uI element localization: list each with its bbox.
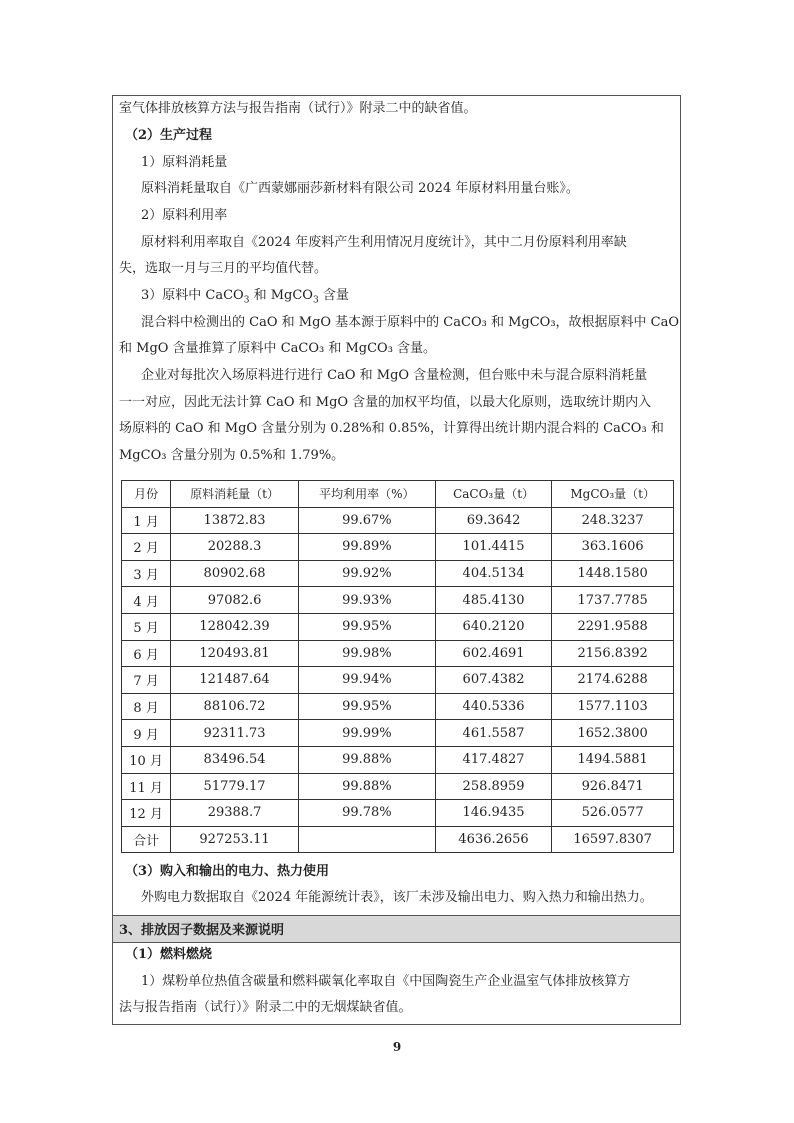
page-number: 9 <box>392 1040 402 1054</box>
raw-material-table <box>121 480 674 853</box>
text: 和 MgCO <box>249 288 313 303</box>
table-row <box>122 693 674 720</box>
table-cell: 13872.83 <box>171 507 299 534</box>
table-row <box>122 587 674 614</box>
table-cell: 51779.17 <box>171 773 299 800</box>
table-row <box>122 720 674 747</box>
table-cell: 146.9435 <box>435 800 551 827</box>
table-cell: 99.95% <box>298 693 435 720</box>
table-cell: 99.99% <box>298 720 435 747</box>
table-cell: 99.89% <box>298 534 435 561</box>
header-utilization: 平均利用率（%） <box>298 481 435 508</box>
table-cell: 99.98% <box>298 640 435 667</box>
header-consumption: 原料消耗量（t） <box>171 481 299 508</box>
text: 3）原料中 CaCO <box>141 288 244 303</box>
table-cell: 99.88% <box>298 773 435 800</box>
table-cell: 101.4415 <box>435 534 551 561</box>
table-cell: 363.1606 <box>552 534 674 561</box>
table-cell: 99.67% <box>298 507 435 534</box>
table-cell: 88106.72 <box>171 693 299 720</box>
table-cell: 248.3237 <box>552 507 674 534</box>
table-cell: 6 月 <box>122 640 171 667</box>
table-cell: 9 月 <box>122 720 171 747</box>
table-cell: 926.8471 <box>552 773 674 800</box>
table-cell: 99.93% <box>298 587 435 614</box>
paragraph: 1）煤粉单位热值含碳量和燃料碳氧化率取自《中国陶瓷生产企业温室气体排放核算方 <box>141 974 631 989</box>
section-header-emission-factors <box>113 915 680 943</box>
header-mgco3: MgCO₃量（t） <box>552 481 674 508</box>
table-cell: 99.94% <box>298 667 435 694</box>
table-cell: 合计 <box>122 826 171 853</box>
table-cell: 602.4691 <box>435 640 551 667</box>
table-cell: 83496.54 <box>171 746 299 773</box>
table-cell: 80902.68 <box>171 560 299 587</box>
table-row <box>122 560 674 587</box>
table-row <box>122 507 674 534</box>
subheading-electricity-heat: （3）购入和输出的电力、热力使用 <box>125 864 330 879</box>
paragraph: 失，选取一月与三月的平均值代替。 <box>119 261 328 276</box>
table-cell: 2 月 <box>122 534 171 561</box>
subheading-utilization-rate: 2）原料利用率 <box>141 208 228 223</box>
table-cell: 2291.9588 <box>552 613 674 640</box>
table-row <box>122 826 674 853</box>
table-cell: 99.92% <box>298 560 435 587</box>
table-row <box>122 667 674 694</box>
document-frame <box>112 95 681 1025</box>
table-row <box>122 773 674 800</box>
table-cell: 5 月 <box>122 613 171 640</box>
table-header-row <box>122 481 674 508</box>
table-cell: 1494.5881 <box>552 746 674 773</box>
paragraph: 一一对应，因此无法计算 CaO 和 MgO 含量的加权平均值，以最大化原则，选取统计期内入 <box>119 395 652 410</box>
table-cell: 7 月 <box>122 667 171 694</box>
table-cell: 1737.7785 <box>552 587 674 614</box>
table-cell: 1448.1580 <box>552 560 674 587</box>
header-caco3: CaCO₃量（t） <box>435 481 551 508</box>
table-cell: 417.4827 <box>435 746 551 773</box>
table-cell: 92311.73 <box>171 720 299 747</box>
table-cell: 461.5587 <box>435 720 551 747</box>
table-cell: 1 月 <box>122 507 171 534</box>
section-title: 3、排放因子数据及来源说明 <box>119 923 285 938</box>
subheading-raw-consumption: 1）原料消耗量 <box>141 155 228 170</box>
table-cell: 120493.81 <box>171 640 299 667</box>
table-cell: 121487.64 <box>171 667 299 694</box>
table-cell: 3 月 <box>122 560 171 587</box>
table-cell: 20288.3 <box>171 534 299 561</box>
subheading-fuel-combustion: （1）燃料燃烧 <box>125 947 213 962</box>
table-cell: 927253.11 <box>171 826 299 853</box>
table-cell: 69.3642 <box>435 507 551 534</box>
subheading-caco3-mgco3: 3）原料中 CaCO$_3$ 和 MgCO$_3$ 含量 <box>141 288 349 306</box>
paragraph: 原材料利用率取自《2024 年废料产生利用情况月度统计》，其中二月份原料利用率缺 <box>141 235 627 250</box>
table-cell: 485.4130 <box>435 587 551 614</box>
paragraph: 原料消耗量取自《广西蒙娜丽莎新材料有限公司 2024 年原材料用量台账》。 <box>141 181 579 196</box>
table-row <box>122 640 674 667</box>
paragraph: 场原料的 CaO 和 MgO 含量分别为 0.28%和 0.85%，计算得出统计期内混合料的 CaCO₃ 和 <box>119 421 664 436</box>
subheading-production-process: （2）生产过程 <box>125 128 213 143</box>
header-month: 月份 <box>122 481 171 508</box>
table-cell: 97082.6 <box>171 587 299 614</box>
table-cell: 1577.1103 <box>552 693 674 720</box>
paragraph: 混合料中检测出的 CaO 和 MgO 基本源于原料中的 CaCO₃ 和 MgCO₃，故根据原料中 CaO <box>141 315 680 330</box>
table-cell: 1652.3800 <box>552 720 674 747</box>
table-row <box>122 800 674 827</box>
table-cell: 99.88% <box>298 746 435 773</box>
table-cell: 10 月 <box>122 746 171 773</box>
table-cell: 16597.8307 <box>552 826 674 853</box>
table-cell <box>298 826 435 853</box>
table-cell: 440.5336 <box>435 693 551 720</box>
table-cell: 404.5134 <box>435 560 551 587</box>
paragraph: MgCO₃ 含量分别为 0.5%和 1.79%。 <box>119 448 345 463</box>
paragraph: 室气体排放核算方法与报告指南（试行）》附录二中的缺省值。 <box>119 101 477 116</box>
text: 含量 <box>318 288 349 303</box>
table-cell: 526.0577 <box>552 800 674 827</box>
table-cell: 128042.39 <box>171 613 299 640</box>
table-cell: 8 月 <box>122 693 171 720</box>
table-cell: 4 月 <box>122 587 171 614</box>
table-cell: 99.95% <box>298 613 435 640</box>
table-cell: 12 月 <box>122 800 171 827</box>
table-cell: 258.8959 <box>435 773 551 800</box>
table-cell: 2156.8392 <box>552 640 674 667</box>
paragraph: 企业对每批次入场原料进行进行 CaO 和 MgO 含量检测，但台账中未与混合原料消耗量 <box>141 368 648 383</box>
table-cell: 640.2120 <box>435 613 551 640</box>
table-cell: 29388.7 <box>171 800 299 827</box>
table-cell: 607.4382 <box>435 667 551 694</box>
table-row <box>122 746 674 773</box>
paragraph: 外购电力数据取自《2024 年能源统计表》，该厂未涉及输出电力、购入热力和输出热力。 <box>141 890 653 905</box>
table-cell: 4636.2656 <box>435 826 551 853</box>
table-row <box>122 534 674 561</box>
table-cell: 99.78% <box>298 800 435 827</box>
table-cell: 11 月 <box>122 773 171 800</box>
paragraph: 法与报告指南（试行）》附录二中的无烟煤缺省值。 <box>119 1000 412 1015</box>
table-cell: 2174.6288 <box>552 667 674 694</box>
paragraph: 和 MgO 含量推算了原料中 CaCO₃ 和 MgCO₃ 含量。 <box>119 341 437 356</box>
table-row <box>122 613 674 640</box>
